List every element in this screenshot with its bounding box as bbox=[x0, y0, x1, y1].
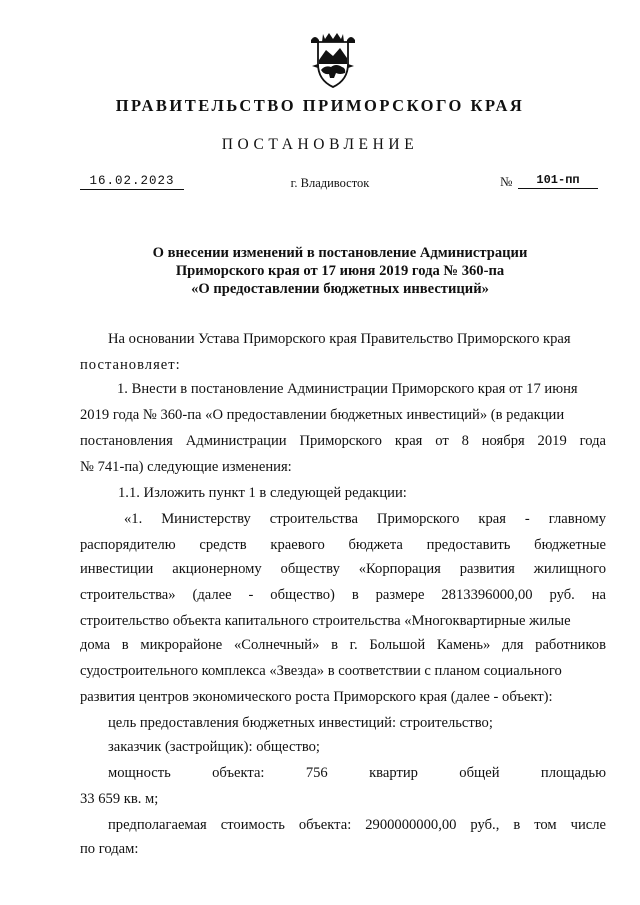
primorsky-coat-of-arms-icon bbox=[306, 30, 360, 90]
body-line: 2019 года № 360-па «О предоставлении бюджетных инвестиций» (в редакции bbox=[80, 407, 565, 423]
body-line: постановляет: bbox=[80, 357, 181, 373]
body-line: На основании Устава Приморского края Правительство Приморского края bbox=[108, 331, 571, 347]
body-line: постановления Администрации Приморского края от 8 ноября 2019 года bbox=[80, 433, 606, 449]
body-line: строительства» (далее - общество) в размере 2813396000,00 руб. на bbox=[80, 587, 606, 603]
body-line: мощность объекта: 756 квартир общей площадью bbox=[108, 765, 606, 781]
body-line: 1.1. Изложить пункт 1 в следующей редакции: bbox=[118, 485, 407, 501]
body-line: судостроительного комплекса «Звезда» в соответствии с планом социального bbox=[80, 663, 562, 679]
body-line: «1. Министерству строительства Приморского края - главному bbox=[124, 511, 606, 527]
document-number-label: № bbox=[500, 174, 513, 189]
body-line: распорядителю средств краевого бюджета предоставить бюджетные bbox=[80, 537, 606, 553]
document-type: ПОСТАНОВЛЕНИЕ bbox=[221, 136, 419, 153]
document-number: 101-пп bbox=[518, 173, 598, 189]
body-line: цель предоставления бюджетных инвестиций: строительство; bbox=[108, 715, 493, 731]
title-line: «О предоставлении бюджетных инвестиций» bbox=[191, 281, 489, 297]
body-line: предполагаемая стоимость объекта: 2900000000,00 руб., в том числе bbox=[108, 817, 606, 833]
document-date: 16.02.2023 bbox=[80, 174, 184, 190]
body-line: 33 659 кв. м; bbox=[80, 791, 159, 807]
document-title bbox=[90, 244, 590, 298]
document-city: г. Владивосток bbox=[290, 176, 370, 190]
title-line: Приморского края от 17 июня 2019 года № 360-па bbox=[175, 263, 505, 279]
body-line: строительство объекта капитального строительства «Многоквартирные жилые bbox=[80, 613, 571, 629]
body-line: заказчик (застройщик): общество; bbox=[108, 739, 320, 755]
body-line: дома в микрорайоне «Солнечный» в г. Большой Камень» для работников bbox=[80, 637, 606, 653]
body-line: 1. Внести в постановление Администрации Приморского края от 17 июня bbox=[117, 381, 578, 397]
body-line: № 741-па) следующие изменения: bbox=[80, 459, 292, 475]
body-line: по годам: bbox=[80, 841, 139, 857]
government-name: ПРАВИТЕЛЬСТВО ПРИМОРСКОГО КРАЯ bbox=[115, 96, 525, 115]
body-line: инвестиции акционерному обществу «Корпорация развития жилищного bbox=[80, 561, 606, 577]
body-line: развития центров экономического роста Приморского края (далее - объект): bbox=[80, 689, 553, 705]
title-line: О внесении изменений в постановление Администрации bbox=[152, 245, 528, 261]
